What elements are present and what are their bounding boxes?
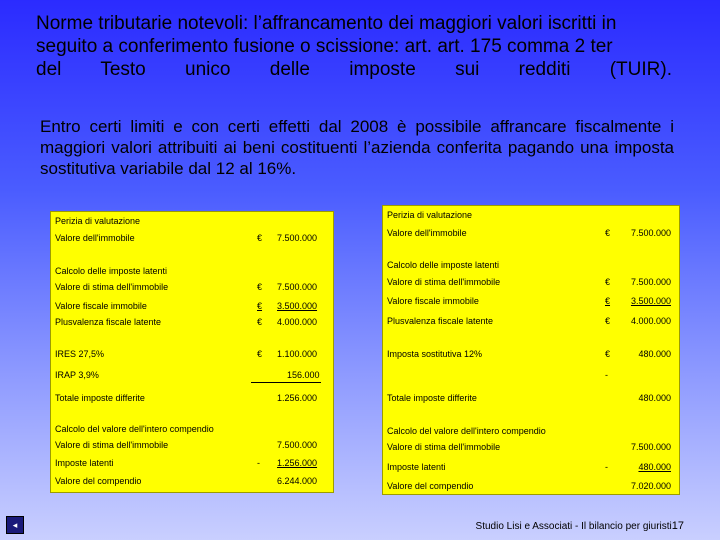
currency-symbol: € <box>257 301 263 311</box>
calcolo-heading: Calcolo delle imposte latenti <box>55 266 168 276</box>
minus-sign: - <box>605 462 608 472</box>
valore-immobile-value: 7.500.000 <box>630 228 671 238</box>
plusvalenza-value: 4.000.000 <box>630 316 671 326</box>
stima-value: 7.500.000 <box>277 282 318 292</box>
title-line-3: del Testo unico delle imposte sui redditi (TUIR). <box>36 59 672 80</box>
totale-value: 480.000 <box>638 393 671 403</box>
compendio-latenti-label: Imposte latenti <box>387 462 446 472</box>
irap-value: 156.000 <box>287 370 320 380</box>
slide-title <box>36 12 672 81</box>
valore-immobile-label: Valore dell'immobile <box>55 233 135 243</box>
totale-label: Totale imposte differite <box>387 393 477 403</box>
compendio-latenti-value: 480.000 <box>638 462 671 472</box>
currency-symbol: € <box>605 349 611 359</box>
plusvalenza-value: 4.000.000 <box>277 317 318 327</box>
title-line-1: Norme tributarie notevoli: l’affrancamento dei maggiori valori iscritti in <box>36 13 617 34</box>
stima-label: Valore di stima dell'immobile <box>55 282 169 292</box>
footer-credit: Studio Lisi e Associati - Il bilancio per giuristi <box>475 521 672 532</box>
valore-immobile-label: Valore dell'immobile <box>387 228 467 238</box>
title-line-2: seguito a conferimento fusione o scissione: art. art. 175 comma 2 ter <box>36 36 613 57</box>
minus-sign: - <box>257 458 260 468</box>
currency-symbol: € <box>605 316 611 326</box>
stima-value: 7.500.000 <box>630 277 671 287</box>
valore-immobile-value: 7.500.000 <box>277 233 318 243</box>
compendio-valore-label: Valore del compendio <box>55 476 142 486</box>
compendio-stima-label: Valore di stima dell'immobile <box>55 440 169 450</box>
compendio-latenti-value: 1.256.000 <box>277 458 318 468</box>
subtotal-line <box>251 382 321 383</box>
slide-navigation-icon[interactable]: ◂ <box>6 516 24 534</box>
right-calculation-panel <box>382 205 680 495</box>
perizia-heading: Perizia di valutazione <box>387 210 473 220</box>
compendio-stima-label: Valore di stima dell'immobile <box>387 442 501 452</box>
compendio-valore-value: 6.244.000 <box>277 476 318 486</box>
compendio-valore-value: 7.020.000 <box>630 481 671 491</box>
fiscale-value: 3.500.000 <box>630 296 671 306</box>
fiscale-value: 3.500.000 <box>277 301 318 311</box>
currency-symbol: € <box>257 282 263 292</box>
currency-symbol: € <box>257 349 263 359</box>
totale-label: Totale imposte differite <box>55 393 145 403</box>
fiscale-label: Valore fiscale immobile <box>55 301 147 311</box>
plusvalenza-label: Plusvalenza fiscale latente <box>387 316 494 326</box>
currency-symbol: € <box>605 296 611 306</box>
dash-mark: - <box>605 370 608 380</box>
currency-symbol: € <box>605 228 611 238</box>
intro-paragraph: Entro certi limiti e con certi effetti dal 2008 è possibile affrancare fiscalmente i maggiori valori attribuiti ai beni costituenti l’azienda conferita pagando una imposta sostitutiva variabile dal 12 al 16%. <box>40 117 674 178</box>
currency-symbol: € <box>257 233 263 243</box>
compendio-stima-value: 7.500.000 <box>277 440 318 450</box>
stima-label: Valore di stima dell'immobile <box>387 277 501 287</box>
ires-label: IRES 27,5% <box>55 349 105 359</box>
plusvalenza-label: Plusvalenza fiscale latente <box>55 317 162 327</box>
irap-label: IRAP 3,9% <box>55 370 99 380</box>
totale-value: 1.256.000 <box>277 393 318 403</box>
fiscale-label: Valore fiscale immobile <box>387 296 479 306</box>
footer <box>476 520 684 532</box>
perizia-heading: Perizia di valutazione <box>55 216 141 226</box>
page-number: 17 <box>671 520 684 532</box>
compendio-heading: Calcolo del valore dell'intero compendio <box>387 426 546 436</box>
compendio-stima-value: 7.500.000 <box>630 442 671 452</box>
left-calculation-panel <box>50 211 334 493</box>
calcolo-heading: Calcolo delle imposte latenti <box>387 260 500 270</box>
sostitutiva-value: 480.000 <box>638 349 671 359</box>
currency-symbol: € <box>605 277 611 287</box>
compendio-latenti-label: Imposte latenti <box>55 458 114 468</box>
ires-value: 1.100.000 <box>277 349 318 359</box>
compendio-heading: Calcolo del valore dell'intero compendio <box>55 424 214 434</box>
compendio-valore-label: Valore del compendio <box>387 481 474 491</box>
currency-symbol: € <box>257 317 263 327</box>
sostitutiva-label: Imposta sostitutiva 12% <box>387 349 483 359</box>
